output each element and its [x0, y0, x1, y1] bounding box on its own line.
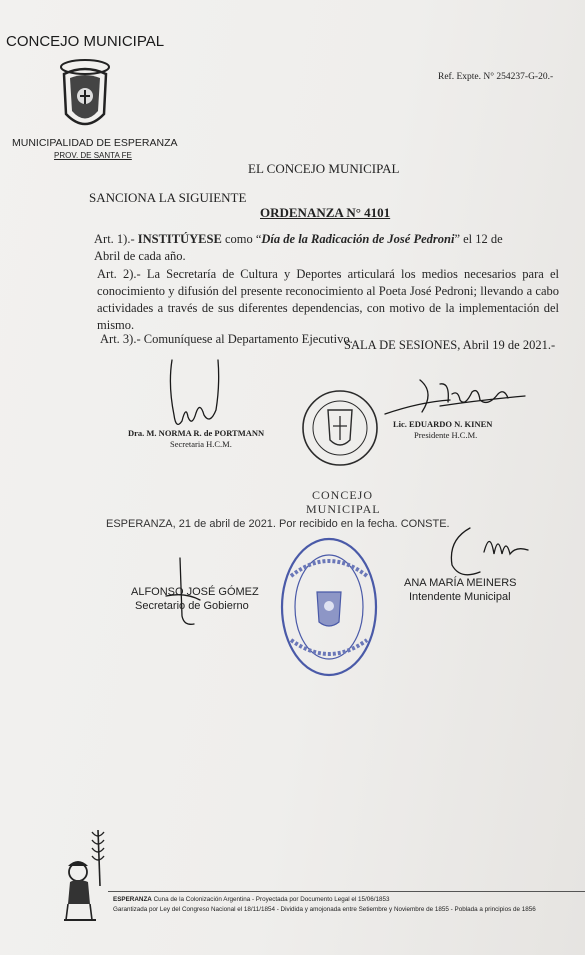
secretary-role: Secretario de Gobierno [135, 600, 249, 612]
secretary-name: ALFONSO JOSÉ GÓMEZ [131, 586, 259, 598]
kinen-signature-icon [380, 372, 530, 420]
council-president-role: Presidente H.C.M. [414, 430, 478, 440]
council-stamp-line1: CONCEJO [312, 488, 374, 502]
executive-department-seal-icon [279, 536, 379, 678]
municipality-name: MUNICIPALIDAD DE ESPERANZA [12, 137, 178, 149]
colonist-logo-icon [62, 826, 108, 924]
session-date: SALA DE SESIONES, Abril 19 de 2021.- [344, 338, 556, 352]
council-secretary-name: Dra. M. NORMA R. de PORTMANN [128, 428, 265, 438]
council-secretary-role: Secretaria H.C.M. [170, 439, 232, 449]
footer-divider [108, 891, 585, 892]
mayor-role: Intendente Municipal [409, 591, 511, 603]
municipal-crest-icon [56, 56, 114, 132]
article-3: Art. 3).- Comuníquese al Departamento Ejecutivo. [100, 332, 353, 346]
article-2: Art. 2).- La Secretaría de Cultura y Deportes articulará los medios necesarios para el conocimiento y difusión del presente reconocimiento al Poeta José Pedroni; llevando a cabo actividades a través de sus diferentes dependencias, con motivo de la implementación del mismo. [97, 267, 559, 332]
article-1: Art. 1).- INSTITÚYESE como “Día de la Radicación de José Pedroni” el 12 de Abril de cada año. [94, 232, 503, 263]
province-name: PROV. DE SANTA FE [54, 151, 132, 160]
mayor-name: ANA MARÍA MEINERS [404, 577, 517, 589]
reference-number: Ref. Expte. N° 254237-G-20.- [438, 72, 554, 82]
ordinance-title: ORDENANZA N° 4101 [260, 205, 391, 220]
council-president-name: Lic. EDUARDO N. KINEN [393, 419, 493, 429]
receipt-line: ESPERANZA, 21 de abril de 2021. Por recibido en la fecha. CONSTE. [106, 518, 450, 530]
meiners-signature-icon [440, 520, 540, 580]
council-heading: EL CONCEJO MUNICIPAL [248, 161, 400, 176]
footer-line-2: Garantizada por Ley del Congreso Nacional el 18/11/1854 - Dividida y amojonada entre Setiembre y Noviembre de 1855 - Poblada a principios de 1856 [113, 906, 536, 913]
footer-line-1: ESPERANZA Cuna de la Colonización Argentina - Proyectada por Documento Legal el 15/06/1853 [113, 896, 390, 903]
portmann-signature-icon [160, 355, 240, 435]
header-title: CONCEJO MUNICIPAL [6, 33, 165, 50]
sanciona-text: SANCIONA LA SIGUIENTE [89, 190, 247, 205]
council-seal-icon [300, 388, 380, 468]
council-stamp-line2: MUNICIPAL [306, 502, 381, 516]
